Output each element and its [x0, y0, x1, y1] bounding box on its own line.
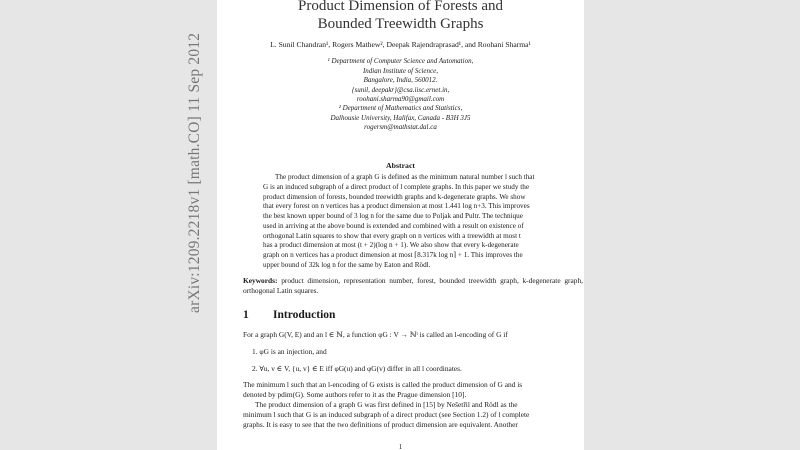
- background-left: [0, 0, 217, 450]
- affiliation-email: roohani.sharma90@gmail.com: [356, 95, 445, 103]
- list-item: 2. ∀u, v ∈ V, {u, v} ∈ E iff φG(u) and φG(v) differ in all l coordinates.: [252, 364, 462, 373]
- abstract-line: G is an induced subgraph of a direct product of l complete graphs. In this paper we study the: [263, 182, 530, 191]
- abstract-line: The product dimension of a graph G is defined as the minimum natural number l such that: [275, 173, 535, 181]
- abstract-line: the best known upper bound of 3 log n for the same due to Poljak and Pultr. The technique: [263, 212, 523, 220]
- affiliation-line: ² Department of Mathematics and Statistics,: [338, 104, 463, 112]
- abstract-line: product dimension of forests, bounded treewidth graphs and k-degenerate graphs. We show: [263, 192, 526, 201]
- affiliation-line: Bangalore, India, 560012.: [363, 76, 438, 84]
- abstract-line: that every forest on n vertices has a product dimension at most 1.441 log n+3. This improves: [263, 202, 530, 211]
- title-line-1: Product Dimension of Forests and: [298, 0, 503, 14]
- paragraph-line: The minimum l such that an l-encoding of G exists is called the product dimension of G and is: [243, 380, 523, 389]
- section-title: Introduction: [273, 309, 336, 321]
- paragraph-line: graphs. It is easy to see that the two definitions of product dimension are equivalent. Another: [243, 420, 518, 429]
- arxiv-stamp: arXiv:1209.2218v1 [math.CO] 11 Sep 2012: [186, 32, 203, 313]
- affiliation-line: Indian Institute of Science,: [362, 67, 439, 75]
- abstract-body: [263, 173, 563, 271]
- abstract-line: has a product dimension at most (t + 2)(log n + 1). We also show that every k-degenerate: [263, 241, 519, 250]
- keywords-text: product dimension, representation number, forest, bounded treewidth graph, k-degenerate graph, orthogonal Latin squares.: [243, 276, 583, 295]
- paper-page: [217, 0, 584, 450]
- intro-definition: For a graph G(V, E) and an l ∈ ℕ, a function φG : V → ℕˡ is called an l-encoding of G if: [243, 330, 508, 339]
- list-item: 1. φG is an injection, and: [252, 347, 327, 356]
- affiliation-email: {sunil, deepakr}@csa.iisc.ernet.in,: [351, 86, 450, 94]
- abstract-line: used in arriving at the above bound is extended and combined with a result on existence of: [263, 221, 524, 230]
- keywords: [243, 276, 583, 296]
- section-heading: [243, 309, 335, 321]
- section-number: 1: [243, 309, 249, 321]
- abstract-line: graph on n vertices has a product dimension at most ⌈8.317k log n⌉ + 1. This improves the: [263, 251, 523, 259]
- affiliation-email: rogersm@mathstat.dal.ca: [364, 123, 437, 131]
- paragraph-line: denoted by pdim(G). Some authors refer to it as the Prague dimension [10].: [243, 390, 467, 399]
- abstract-heading: Abstract: [385, 161, 415, 170]
- authors: L. Sunil Chandran¹, Rogers Mathew², Deepak Rajendraprasad¹, and Roohani Sharma¹: [270, 40, 531, 49]
- abstract-line: orthogonal Latin squares to show that every graph on n vertices with a treewidth at most t: [263, 231, 521, 240]
- affiliation-line: ¹ Department of Computer Science and Automation,: [327, 57, 474, 65]
- background-right: [584, 0, 800, 450]
- title-line-2: Bounded Treewidth Graphs: [317, 16, 484, 32]
- keywords-label: Keywords:: [243, 276, 278, 285]
- paragraph-line: minimum l such that G is an induced subgraph of a direct product (see Section 1.2) of l complete: [243, 410, 530, 419]
- affiliation-line: Dalhousie University, Halifax, Canada - B3H 3J5: [330, 114, 471, 122]
- page-number: 1: [398, 443, 403, 450]
- paragraph-line: The product dimension of a graph G was first defined in [15] by Nešetřil and Rödl as the: [255, 400, 518, 409]
- abstract-line: upper bound of 32k log n for the same by Eaton and Rödl.: [263, 260, 431, 269]
